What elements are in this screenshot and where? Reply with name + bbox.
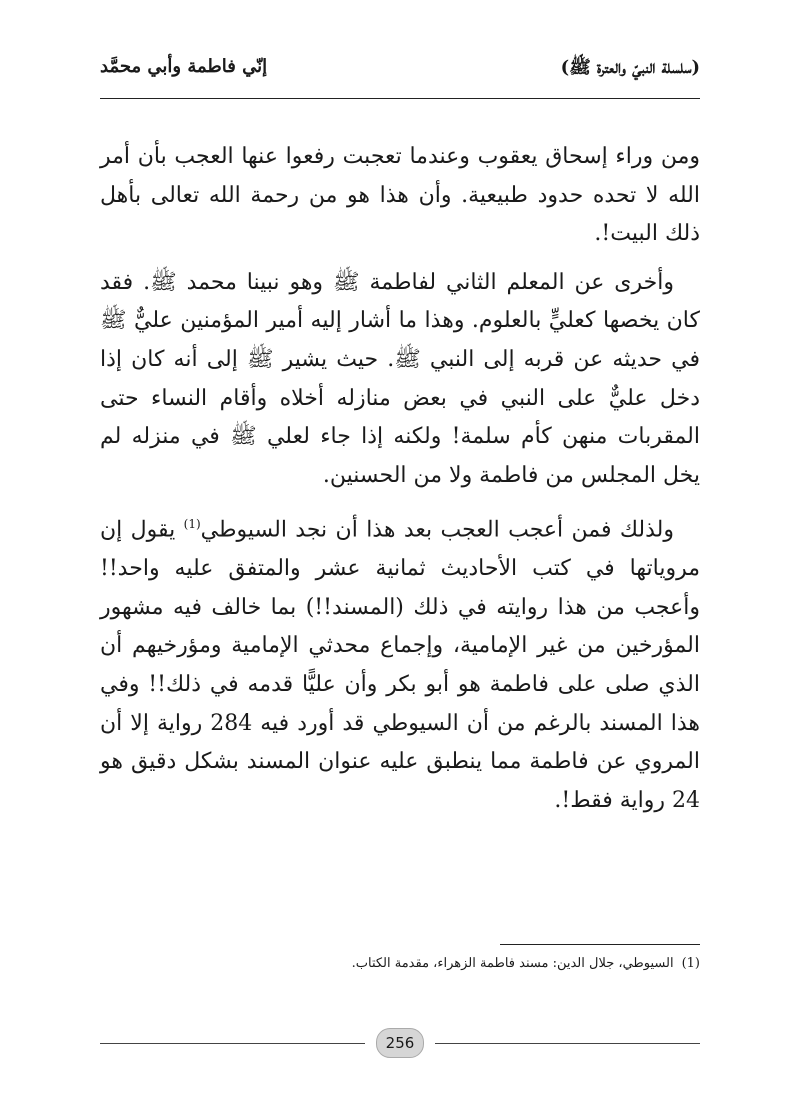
page-number: 256 bbox=[376, 1028, 424, 1058]
body-text bbox=[100, 138, 700, 830]
paragraph-1: ومن وراء إسحاق يعقوب وعندما تعجبت رفعوا عنها العجب بأن أمر الله لا تحده حدود طبيعية. وأن هذا هو من رحمة الله تعالى بأهل ذلك البيت!. bbox=[100, 144, 700, 247]
running-header bbox=[100, 56, 700, 88]
paragraph-3-rest: يقول إن مروياتها في كتب الأحاديث ثمانية عشر والمتفق عليه واحد!! وأعجب من هذا روايته في ذلك (المسند!!) بما خالف فيه مشهور المؤرخين من غير الإمامية، وإجماع محدثي الإمامية ومؤرخيهم أن الذي صلى على فاطمة هو أبو بكر وأن عليًّا قدمه في ذلك!! وفي هذا المسند بالرغم من أن السيوطي قد أورد فيه 284 رواية إلا أن المروي عن فاطمة مما ينطبق عليه عنوان المسند بشكل دقيق هو 24 رواية فقط!. bbox=[100, 517, 700, 813]
book-title: إنّي فاطمة وأبي محمَّد bbox=[100, 56, 268, 77]
footnote bbox=[100, 956, 700, 971]
footer-rule-left bbox=[100, 1043, 365, 1044]
paragraph-3 bbox=[100, 505, 700, 820]
page-footer bbox=[100, 1028, 700, 1058]
footnote-divider bbox=[500, 944, 700, 945]
series-title: (سلسلة النبيّ والعترة ﷺ) bbox=[560, 57, 700, 78]
paragraph-3-lead: ولذلك فمن أعجب العجب بعد هذا أن نجد السيوطي bbox=[200, 517, 674, 543]
footnote-reference[interactable]: (1) bbox=[183, 517, 201, 532]
paragraph-2: وأخرى عن المعلم الثاني لفاطمة ﷺ وهو نبينا محمد ﷺ. فقد كان يخصها كعليٍّ بالعلوم. وهذا ما أشار إليه أمير المؤمنين عليٌّ ﷺ في حديثه عن قربه إلى النبي ﷺ. حيث يشير ﷺ إلى أنه كان إذا دخل عليٌّ على النبي في بعض منازله أخلاه وأقام النساء حتى المقربات منهن كأم سلمة! ولكنه إذا جاء لعلي ﷺ في منزله لم يخل المجلس من فاطمة ولا من الحسنين. bbox=[100, 269, 700, 488]
footnote-number: (1) bbox=[681, 956, 700, 971]
header-divider bbox=[100, 98, 700, 99]
footer-rule-right bbox=[435, 1043, 700, 1044]
footnote-text: السيوطي، جلال الدين: مسند فاطمة الزهراء، مقدمة الكتاب. bbox=[351, 956, 674, 971]
